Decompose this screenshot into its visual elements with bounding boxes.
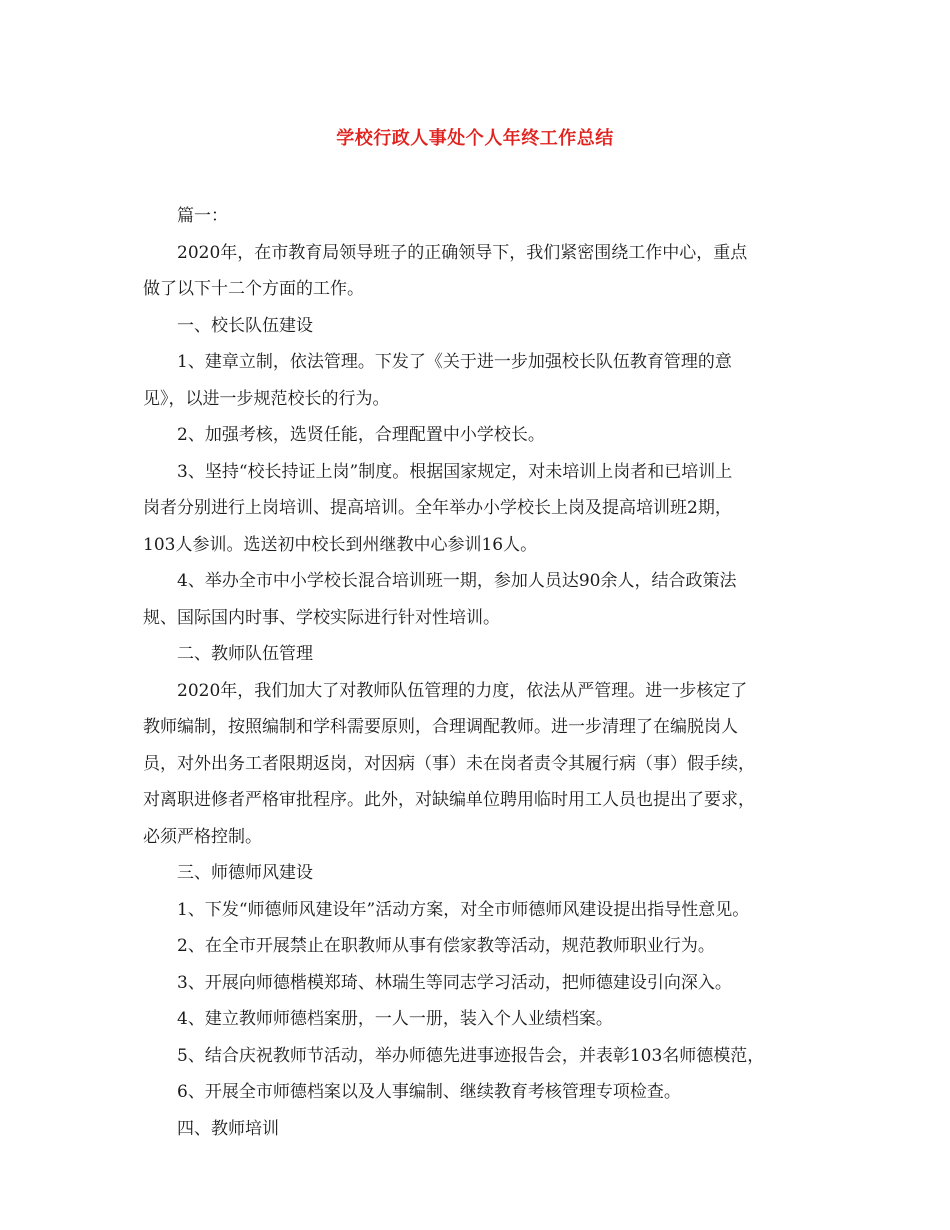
text-line: 做了以下十二个方面的工作。: [143, 279, 364, 299]
text-line: 2、在全市开展禁止在职教师从事有偿家教等活动，规范教师职业行为。: [177, 936, 715, 956]
text-line: 2020年，我们加大了对教师队伍管理的力度，依法从严管理。进一步核定了: [177, 680, 748, 701]
text-line: 篇一：: [177, 206, 228, 226]
text-line: 二、教师队伍管理: [177, 644, 313, 664]
text-line: 一、校长队伍建设: [177, 315, 313, 336]
text-line: 四、教师培训: [177, 1118, 279, 1139]
document-title: 学校行政人事处个人年终工作总结: [336, 128, 614, 149]
text-line: 见》，以进一步规范校长的行为。: [143, 388, 390, 409]
text-line: 2020年，在市教育局领导班子的正确领导下，我们紧密围绕工作中心，重点: [177, 242, 748, 263]
text-line: 5、结合庆祝教师节活动，举办师德先进事迹报告会，并表彰103名师德模范，: [177, 1045, 765, 1066]
text-line: 员，对外出务工者限期返岗，对因病（事）未在岗者责令其履行病（事）假手续，: [143, 753, 755, 774]
text-line: 4、建立教师师德档案册，一人一册，装入个人业绩档案。: [177, 1009, 613, 1029]
text-line: 规、国际国内时事、学校实际进行针对性培训。: [143, 607, 500, 628]
text-line: 1、建章立制，依法管理。下发了《关于进一步加强校长队伍教育管理的意: [177, 352, 732, 372]
text-line: 岗者分别进行上岗培训、提高培训。全年举办小学校长上岗及提高培训班2期，: [143, 498, 732, 518]
text-line: 6、开展全市师德档案以及人事编制、继续教育考核管理专项检查。: [177, 1082, 681, 1102]
text-line: 三、师德师风建设: [177, 863, 313, 883]
text-line: 103人参训。选送初中校长到州继教中心参训16人。: [143, 534, 538, 555]
text-line: 2、加强考核，选贤任能，合理配置中小学校长。: [177, 425, 545, 445]
document-body: [143, 198, 823, 1147]
text-line: 对离职进修者严格审批程序。此外，对缺编单位聘用临时用工人员也提出了要求，: [143, 790, 755, 810]
text-line: 3、开展向师德楷模郑琦、林瑞生等同志学习活动，把师德建设引向深入。: [177, 972, 732, 993]
text-line: 必须严格控制。: [143, 826, 262, 847]
text-line: 3、坚持“校长持证上岗”制度。根据国家规定，对未培训上岗者和已培训上: [177, 461, 733, 482]
text-line: 1、下发“师德师风建设年”活动方案，对全市师德师风建设提出指导性意见。: [177, 899, 750, 920]
text-line: 4、举办全市中小学校长混合培训班一期，参加人员达90余人，结合政策法: [177, 571, 737, 591]
text-line: 教师编制，按照编制和学科需要原则，合理调配教师。进一步清理了在编脱岗人: [143, 717, 738, 737]
